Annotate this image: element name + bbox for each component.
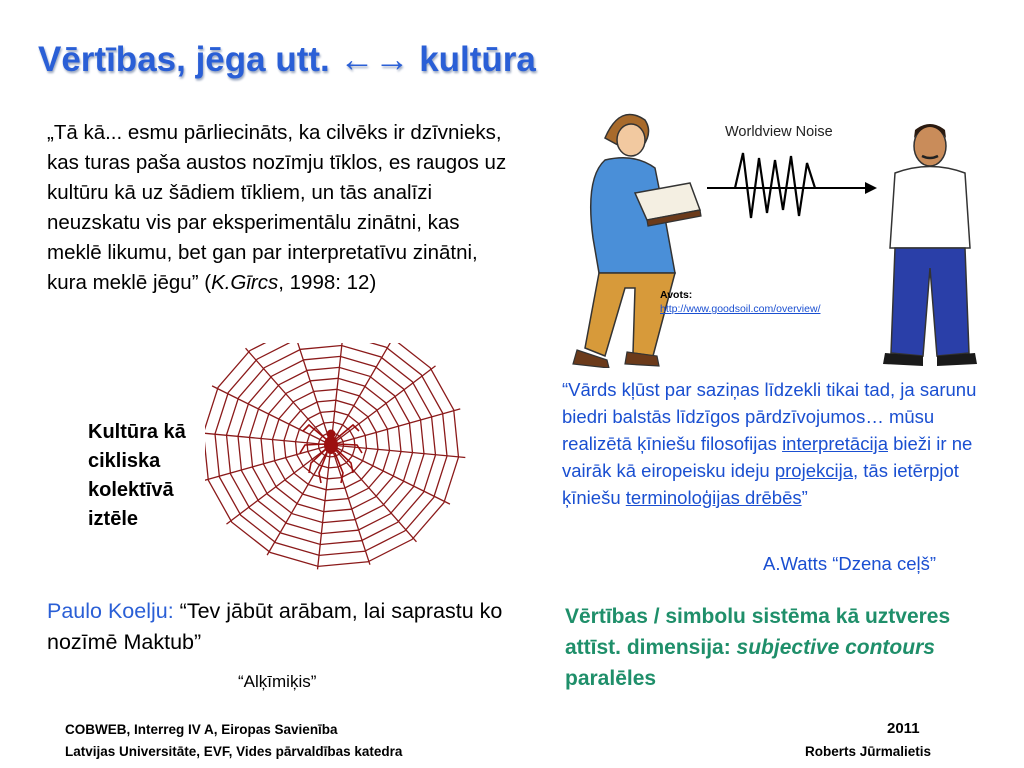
web-caption-line: iztēle (88, 508, 139, 530)
footer-year: 2011 (887, 720, 920, 737)
listening-man-figure (883, 124, 977, 366)
watts-underlined: terminoloģijas drēbēs (625, 487, 802, 508)
watts-source: A.Watts “Dzena ceļš” (763, 553, 937, 574)
quote-text: „Tā kā... esmu pārliecināts, ka cilvēks ir dzīvnieks, kas turas paša austos nozīmju tīklos, es raugos uz kultūru kā uz šādiem tīkliem, un tās analīzi neuzskatu vis par eksperimentālu zinātni, kas meklē likumu, bet gan par interpretatīvu zinātni, kura meklē jēgu” ( (47, 121, 507, 294)
watts-underlined: projekcija (774, 460, 854, 481)
watts-text: , tās ietērpjot ķīniešu (562, 460, 959, 508)
footer-author: Roberts Jūrmalietis (805, 744, 932, 759)
worldview-noise-illustration (565, 98, 985, 368)
coelho-text: “Tev jābūt arābam, lai saprastu ko nozīmē Maktub” (47, 599, 503, 654)
web-caption (88, 418, 186, 534)
spider-web-illustration (205, 343, 467, 583)
values-rest: paralēles (565, 667, 657, 690)
values-statement (565, 601, 985, 694)
watts-text: bieži ir ne vairāk kā eiropeisku ideju (562, 433, 973, 481)
image-source-label: Avots: (660, 289, 693, 301)
watts-text: ” (801, 487, 808, 508)
reading-man-figure (573, 114, 701, 368)
web-caption-line: Kultūra kā (88, 421, 186, 443)
web-caption-line: kolektīvā (88, 479, 174, 501)
worldview-noise-label: Worldview Noise (725, 124, 833, 140)
quote-ref: , 1998: 12) (278, 271, 377, 294)
watts-quote (562, 376, 982, 511)
watts-underlined: interpretācija (782, 433, 888, 454)
coelho-quote (47, 596, 517, 658)
image-source (660, 288, 820, 316)
web-caption-line: cikliska (88, 450, 161, 472)
values-italic: subjective contours (736, 636, 935, 659)
coelho-name: Paulo Koelju: (47, 599, 174, 623)
image-source-link[interactable]: http://www.goodsoil.com/overview/ (660, 303, 821, 315)
arrow-right-icon (707, 153, 877, 218)
coelho-source: “Alķīmiķis” (238, 672, 317, 691)
watts-text: “Vārds kļūst par saziņas līdzekli tikai tad, ja sarunu biedri balstās līdzīgos pārdzīvojumos… mūsu realizētā ķīniešu filosofijas (562, 379, 977, 454)
geertz-quote (47, 118, 517, 298)
slide-title: Vērtības, jēga utt. ←→ kultūra (38, 40, 536, 79)
values-text: Vērtības / simbolu sistēma kā uztveres attīst. dimensija: (565, 605, 951, 659)
quote-author: K.Gīrcs (211, 271, 279, 294)
footer-institution: Latvijas Universitāte, EVF, Vides pārvaldības katedra (65, 744, 403, 759)
footer-project: COBWEB, Interreg IV A, Eiropas Savienība (65, 722, 338, 737)
